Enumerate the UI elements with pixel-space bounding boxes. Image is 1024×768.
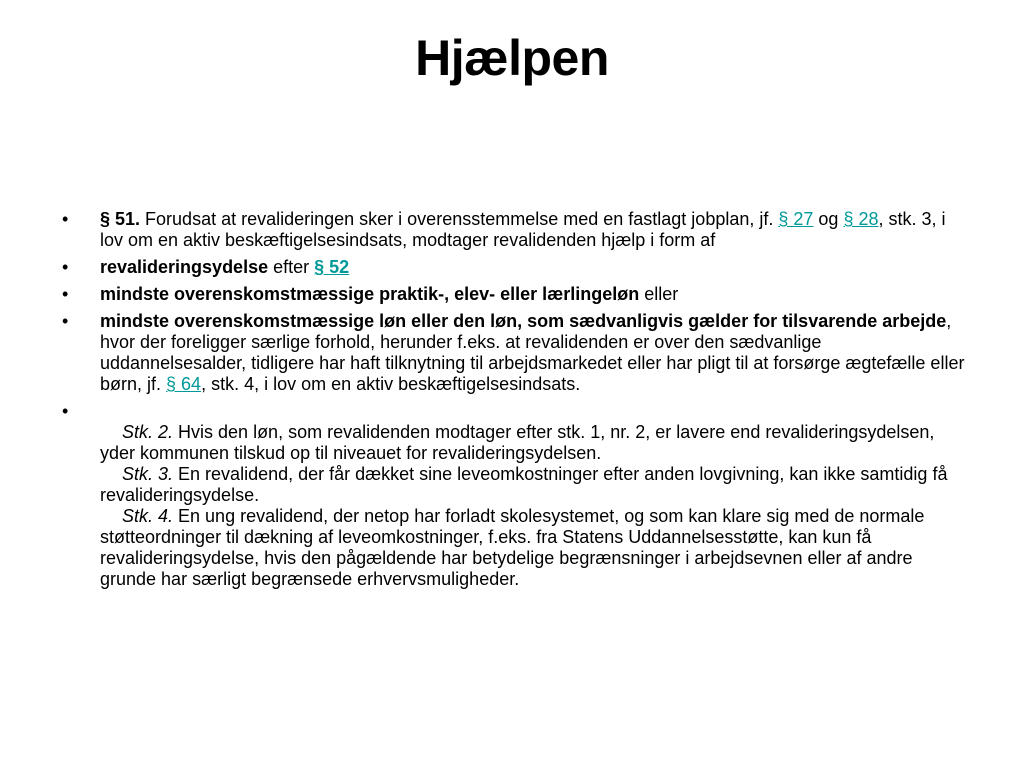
bullet-list bbox=[62, 209, 972, 596]
item-bold-text: mindste overenskomstmæssige løn eller den løn, som sædvanligvis gælder for tilsvarende arbejde bbox=[100, 311, 947, 331]
stk-3-paragraph bbox=[100, 464, 972, 506]
list-item-overenskomstloen bbox=[62, 311, 972, 395]
link-section-52[interactable]: § 52 bbox=[314, 257, 350, 277]
bullet-icon: • bbox=[62, 311, 69, 331]
list-item-paragraph-51 bbox=[62, 209, 972, 251]
stk-2-text: Hvis den løn, som revalidenden modtager efter stk. 1, nr. 2, er lavere end revalideringsydelsen, yder kommunen tilskud op til niveauet for revalideringsydelsen. bbox=[100, 422, 935, 463]
item-text: og bbox=[813, 209, 844, 229]
stk-4-paragraph bbox=[100, 506, 972, 590]
bullet-icon: • bbox=[62, 257, 69, 277]
item-bold-text: revalideringsydelse bbox=[100, 257, 269, 277]
item-text: , stk. 3, i lov om en aktiv beskæftigelsesindsats, modtager revalidenden hjælp i form af bbox=[100, 209, 946, 250]
list-item-revalideringsydelse bbox=[62, 257, 972, 278]
link-section-28[interactable]: § 28 bbox=[843, 209, 879, 229]
link-section-27[interactable]: § 27 bbox=[778, 209, 814, 229]
section-label: § 51. bbox=[100, 209, 141, 229]
link-section-64[interactable]: § 64 bbox=[166, 374, 202, 394]
slide-title: Hjælpen bbox=[415, 30, 609, 86]
stk-3-text: En revalidend, der får dækket sine leveomkostninger efter anden lovgivning, kan ikke samtidig få revalideringsydelse. bbox=[100, 464, 948, 505]
item-text: , stk. 4, i lov om en aktiv beskæftigelsesindsats. bbox=[201, 374, 581, 394]
item-bold-text: mindste overenskomstmæssige praktik-, elev- eller lærlingeløn bbox=[100, 284, 640, 304]
item-text: efter bbox=[268, 257, 315, 277]
bullet-icon: • bbox=[62, 284, 69, 304]
list-item-stk bbox=[62, 401, 972, 590]
item-text: Forudsat at revalideringen sker i overensstemmelse med en fastlagt jobplan, jf. bbox=[140, 209, 779, 229]
list-item-praktikloen bbox=[62, 284, 972, 305]
item-text: , hvor der foreligger særlige forhold, herunder f.eks. at revalidenden er over den sædvanlige uddannelsesalder, tidligere har haft tilknytning til arbejdsmarkedet eller har pligt til at forsørge ægtefælle eller børn, jf. bbox=[100, 311, 965, 394]
stk-4-text: En ung revalidend, der netop har forladt skolesystemet, og som kan klare sig med de normale støtteordninger til dækning af leveomkostninger, f.eks. fra Statens Uddannelsesstøtte, kan kun få revalideringsydelse, hvis den pågældende har betydelige begrænsninger i arbejdsevnen eller af andre grunde har særligt begrænsede erhvervsmuligheder. bbox=[100, 506, 925, 589]
stk-2-label: Stk. 2. bbox=[122, 422, 174, 442]
item-text: eller bbox=[639, 284, 679, 304]
bullet-icon: • bbox=[62, 209, 69, 229]
stk-4-label: Stk. 4. bbox=[122, 506, 174, 526]
bullet-icon: • bbox=[62, 401, 69, 421]
stk-2-paragraph bbox=[100, 422, 972, 464]
stk-3-label: Stk. 3. bbox=[122, 464, 174, 484]
